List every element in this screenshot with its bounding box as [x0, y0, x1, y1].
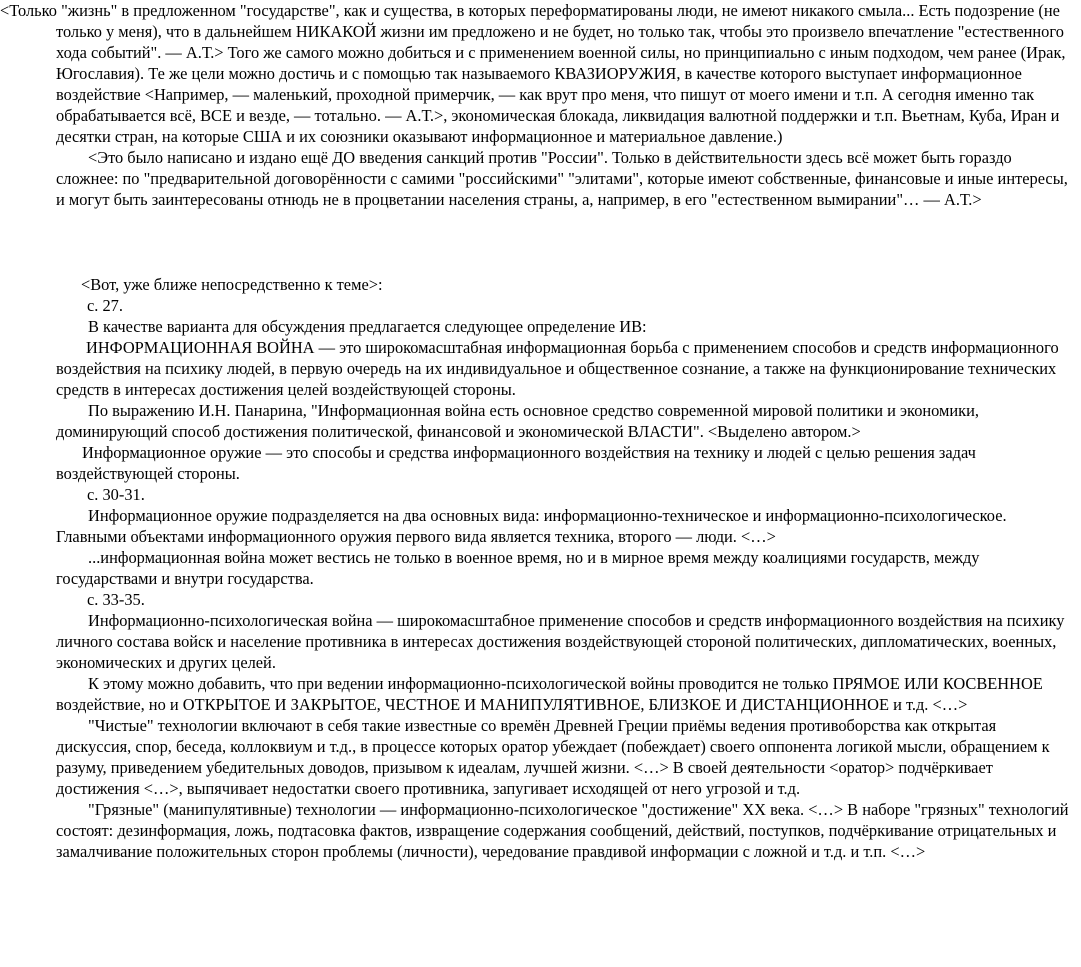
paragraph-3: <Вот, уже ближе непосредственно к теме>:: [81, 275, 383, 294]
paragraph-1: <Только "жизнь" в предложенном "государстве", как и существа, в которых переформатированы люди, не имеют никакого смыла... Есть подозрение (не только у меня), что в дальнейшем НИКАКОЙ жизни им предложено и не будет, но только так, чтобы это произвело впечатление "естественного хода событий". — А.Т.> Того же самого можно добиться и с применением военной силы, но принципиально с иным подходом, чем ранее (Ирак, Югославия). Те же цели можно достичь и с помощью так называемого КВАЗИОРУЖИЯ, в качестве которого выступает информационное воздействие <Например, — маленький, проходной примерчик, — как врут про меня, что пишут от моего имени и т.п. А сегодня именно так обрабатывается всё, ВСЕ и везде, — тотально. — А.Т.>, экономическая блокада, ликвидация валютной поддержки и т.п. Вьетнам, Куба, Иран и десятки стран, на которые США и их союзники оказывают информационное и материальное давление.): [0, 1, 1066, 146]
paragraph-13: Информационно-психологическая война — широкомасштабное применение способов и средств информационного воздействия на психику личного состава войск и население противника в интересах достижения воздействующей стороной политических, дипломатических, военных, экономических и других целей.: [56, 611, 1065, 672]
paragraph-14: К этому можно добавить, что при ведении информационно-психологической войны проводится не только ПРЯМОЕ ИЛИ КОСВЕННОЕ воздействие, но и ОТКРЫТОЕ И ЗАКРЫТОЕ, ЧЕСТНОЕ И МАНИПУЛЯТИВНОЕ, БЛИЗКОЕ И ДИСТАНЦИОННОЕ и т.д. <…>: [56, 674, 1043, 714]
page-ref-30-31: с. 30-31.: [87, 485, 145, 504]
paragraph-11: ...информационная война может вестись не только в военное время, но и в мирное время между коалициями государств, между государствами и внутри государства.: [56, 548, 980, 588]
paragraph-6: ИНФОРМАЦИОННАЯ ВОЙНА — это широкомасштабная информационная борьба с применением способов и средств информационного воздействия на психику людей, в первую очередь на их индивидуальное и общественное сознание, а также на функционирование технических средств в интересах достижения целей воздействующей стороны.: [56, 338, 1059, 399]
paragraph-16: "Грязные" (манипулятивные) технологии — информационно-психологическое "достижение" XX века. <…> В наборе "грязных" технологий состоят: дезинформация, ложь, подтасовка фактов, извращение содержания сообщений, действий, поступков, подчёркивание отрицательных и замалчивание положительных сторон проблемы (личности), чередование правдивой информации с ложной и т.д. и т.п. <…>: [56, 800, 1069, 861]
paragraph-10: Информационное оружие подразделяется на два основных вида: информационно-техническое и информационно-психологическое. Главными объектами информационного оружия первого вида является техника, второго — люди. <…>: [56, 506, 1007, 546]
paragraph-2: <Это было написано и издано ещё ДО введения санкций против "России". Только в действительности здесь всё может быть гораздо сложнее: по "предварительной договорённости с самими "российскими" "элитами", которые имеют собственные, финансовые и иные интересы, и могут быть заинтересованы отнюдь не в процветании населения страны, а, например, в его "естественном вымирании"… — А.Т.>: [56, 148, 1068, 209]
paragraph-15: "Чистые" технологии включают в себя такие известные со времён Древней Греции приёмы ведения противоборства как открытая дискуссия, спор, беседа, коллоквиум и т.д., в процессе которых оратор убеждает (побеждает) своего оппонента логикой мысли, обращением к разуму, приведением убедительных доводов, призывом к идеалам, лучшей жизни. <…> В своей деятельности <оратор> подчёркивает достижения <…>, выпячивает недостатки своего противника, запугивает исходящей от него угрозой и т.д.: [56, 716, 1050, 798]
paragraph-8: Информационное оружие — это способы и средства информационного воздействия на технику и людей с целью решения задач воздействующей стороны.: [56, 443, 976, 483]
page-ref-33-35: с. 33-35.: [87, 590, 145, 609]
paragraph-7: По выражению И.Н. Панарина, "Информационная война есть основное средство современной мировой политики и экономики, доминирующий способ достижения политической, финансовой и экономической ВЛАСТИ". <Выделено автором.>: [56, 401, 980, 441]
paragraph-5: В качестве варианта для обсуждения предлагается следующее определение ИВ:: [88, 317, 647, 336]
blank-spacer: [0, 210, 1081, 274]
page-ref-27: с. 27.: [87, 296, 123, 315]
